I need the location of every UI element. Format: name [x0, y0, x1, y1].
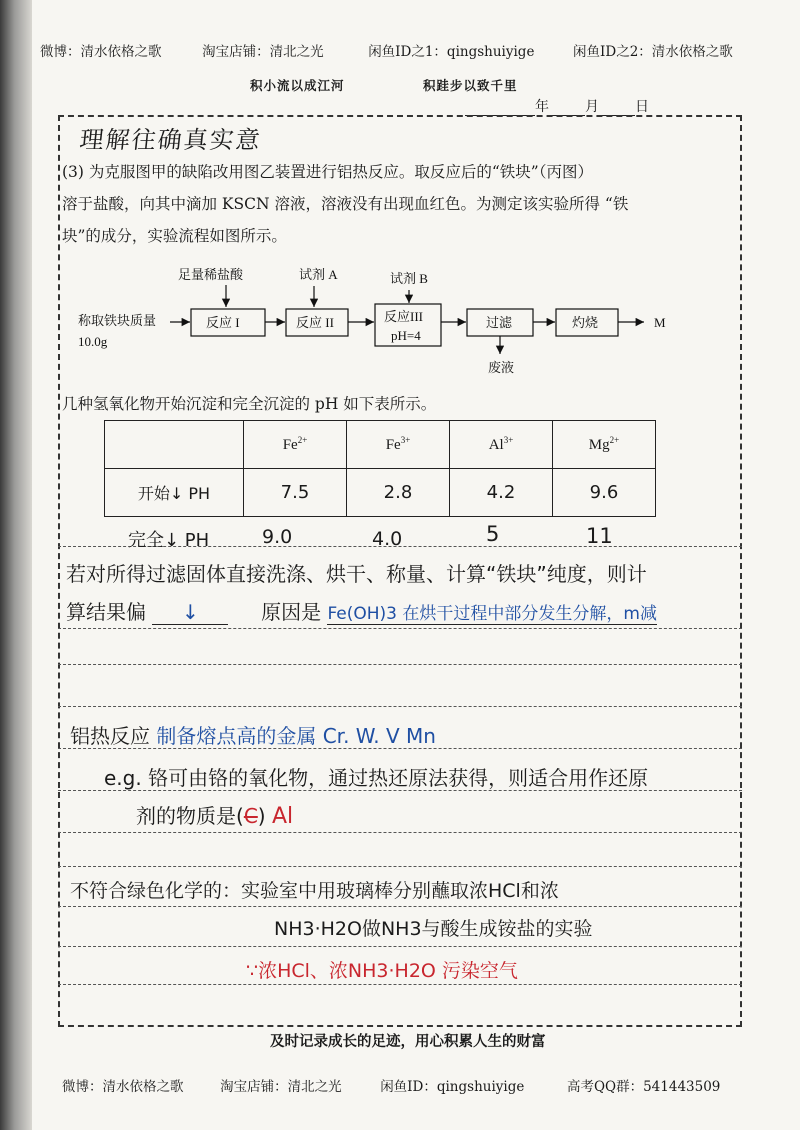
eg-answer: Al — [271, 804, 294, 829]
footer-xianyu: 闲鱼ID：qingshuiyige — [380, 1079, 525, 1095]
reagent-2: 试剂 A — [299, 267, 338, 282]
table-cell: 7.5 — [244, 469, 347, 517]
binding-spine — [0, 0, 32, 1130]
note-answer-reason: Fe(OH)3 在烘干过程中部分发生分解，m减 — [327, 604, 657, 624]
ion-fe2: Fe — [282, 437, 298, 453]
green-line1: 不符合绿色化学的：实验室中用玻璃棒分别蘸取浓HCl和浓 — [70, 880, 559, 902]
table-cell: 9.0 — [262, 526, 293, 548]
eg-line1: e.g. 铬可由铬的氧化物，通过热还原法获得，则适合用作还原 — [104, 766, 649, 790]
step-3-sub: pH=4 — [391, 328, 421, 343]
table-header — [347, 421, 450, 469]
question-line: (3) 为克服图甲的缺陷改用图乙装置进行铝热反应。取反应后的“铁块”（丙图） — [62, 163, 593, 181]
start-label: 称取铁块质量 — [78, 313, 157, 328]
ion-fe3: Fe — [385, 437, 401, 453]
date-day: 日 — [635, 99, 649, 115]
ruled-line — [58, 664, 742, 665]
green-line2: NH3·H2O做NH3与酸生成铵盐的实验 — [274, 918, 593, 940]
note-question-line2 — [66, 596, 657, 625]
ruled-line — [58, 984, 742, 985]
charge: 2+ — [297, 435, 308, 445]
top-header — [40, 40, 733, 60]
motto-right: 积跬步以致千里 — [423, 78, 518, 93]
date-year: 年 — [535, 99, 549, 115]
ruled-line — [58, 832, 742, 833]
ion-mg2: Mg — [588, 437, 610, 453]
ion-al3: Al — [488, 437, 504, 453]
thermite-label: 铝热反应 — [70, 724, 150, 748]
table-caption: 几种氢氧化物开始沉淀和完全沉淀的 pH 如下表所示。 — [62, 395, 437, 413]
question-line: 溶于盐酸，向其中滴加 KSCN 溶液，溶液没有出现血红色。为测定该实验所得 “铁 — [62, 195, 629, 213]
row-label: 开始↓ PH — [105, 469, 244, 517]
step-4: 过滤 — [486, 315, 513, 330]
header-xianyu1: 闲鱼ID之1：qingshuiyige — [368, 44, 535, 60]
flow-diagram — [0, 262, 800, 392]
charge: 3+ — [503, 435, 514, 445]
ruled-line — [58, 946, 742, 947]
ruled-line — [58, 628, 742, 629]
green-answer: ∵浓HCl、浓NH3·H2O 污染空气 — [246, 960, 518, 982]
charge: 2+ — [609, 435, 620, 445]
table-cell: 4.0 — [372, 528, 403, 550]
date-line — [465, 96, 649, 116]
table-cell: 2.8 — [347, 469, 450, 517]
footer-info — [62, 1075, 720, 1095]
thermite-line — [70, 720, 436, 749]
footer-weibo: 微博：清水依格之歌 — [62, 1079, 184, 1095]
header-taobao: 淘宝店铺：清北之光 — [202, 44, 324, 60]
table-row — [105, 469, 656, 517]
date-month: 月 — [585, 99, 599, 115]
table-cell: 4.2 — [450, 469, 553, 517]
table-cell: 9.6 — [553, 469, 656, 517]
table-header-row — [105, 421, 656, 469]
motto-left: 积小流以成江河 — [250, 78, 345, 93]
footer-taobao: 淘宝店铺：清北之光 — [220, 1079, 342, 1095]
start-mass: 10.0g — [78, 334, 108, 349]
waste-label: 废液 — [488, 360, 515, 375]
table-cell: 11 — [586, 524, 613, 548]
reagent-1: 足量稀盐酸 — [178, 267, 244, 282]
eg-crossed: C — [243, 804, 258, 828]
header-weibo: 微博：清水依格之歌 — [40, 44, 162, 60]
question-text — [62, 156, 628, 252]
step-5: 灼烧 — [572, 315, 599, 330]
note-title: 理解往确真实意 — [78, 126, 264, 154]
ph-table — [104, 420, 656, 517]
table-corner — [105, 421, 244, 469]
ruled-line — [58, 906, 742, 907]
row-label: 完全↓ PH — [128, 530, 210, 551]
note-question-line1: 若对所得过滤固体直接洗涤、烘干、称量、计算“铁块”纯度，则计 — [66, 562, 647, 586]
step-2: 反应 II — [296, 315, 334, 330]
ruled-line — [58, 866, 742, 867]
note-text: 原因是 — [261, 600, 322, 624]
footer-slogan: 及时记录成长的足迹，用心积累人生的财富 — [270, 1033, 546, 1050]
thermite-use: 制备熔点高的金属 Cr. W. V Mn — [156, 724, 436, 748]
eg-line2 — [136, 800, 293, 829]
table-header — [553, 421, 656, 469]
reagent-3: 试剂 B — [390, 271, 428, 286]
header-xianyu2: 闲鱼ID之2：清水依格之歌 — [573, 44, 733, 60]
note-text: ) — [257, 804, 266, 828]
footer-qq: 高考QQ群：541443509 — [566, 1079, 721, 1095]
table-cell: 5 — [486, 522, 500, 546]
question-line: 块”的成分，实验流程如图所示。 — [62, 227, 287, 245]
note-text: 算结果偏 — [66, 600, 146, 624]
table-header — [244, 421, 347, 469]
table-header — [450, 421, 553, 469]
ruled-line — [58, 706, 742, 707]
step-3: 反应III — [384, 309, 423, 324]
product-label: M — [654, 315, 666, 330]
step-1: 反应 I — [206, 315, 240, 330]
charge: 3+ — [400, 435, 411, 445]
note-answer-direction: ↓ — [152, 600, 228, 625]
note-text: 剂的物质是( — [136, 804, 244, 828]
